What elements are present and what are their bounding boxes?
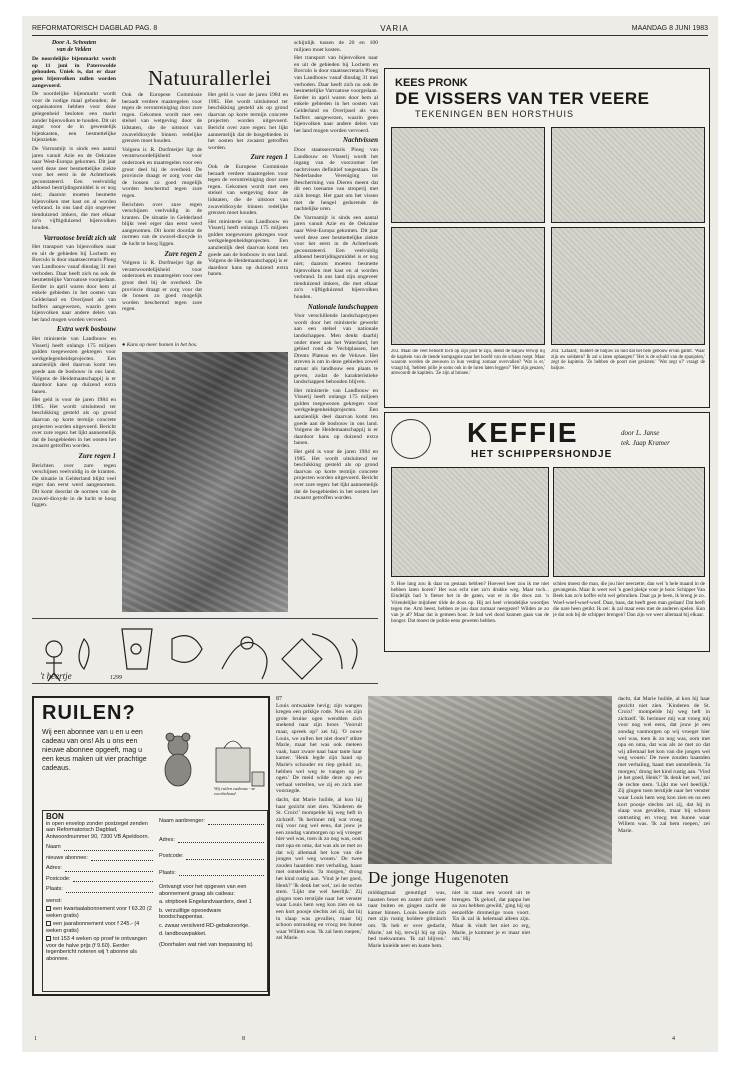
field-adres-aanbrenger[interactable]: Adres: xyxy=(159,837,264,844)
story-illustration xyxy=(368,696,612,864)
teddy-bear-icon xyxy=(156,728,268,794)
comic-panel-2 xyxy=(551,127,705,223)
byline-section: van de Velden xyxy=(56,46,92,53)
newspaper-page xyxy=(22,16,718,1052)
article-column-2 xyxy=(122,92,202,338)
story-number: 87 xyxy=(276,696,282,702)
wenst-label: wenst: xyxy=(46,897,62,904)
ruilen-advert xyxy=(32,696,270,996)
article-paragraph: Berichten over zure regen verschijnen veelvuldig in de kranten. De situatie in Gelderland blijkt veel erger dan eerst werd aangenomen. Dit komt doordat de normen van de zwavel-dioxyde in de lucht te hoog liggen. xyxy=(122,201,202,248)
story-column-2 xyxy=(368,890,446,996)
subheading-nachtvissen: Nachtvissen xyxy=(343,136,378,145)
field-naam[interactable]: Naam xyxy=(46,844,153,851)
story-title: De jonge Hugenoten xyxy=(368,868,509,887)
article-paragraph: De Varroamijt is sinds een aantal jaren vanuit Azie en de Oekraine naar West-Europa gekomen. Dit jaar werd deze zeer besmettelijke ziekte voor het eerst in de Achterhoek geconstateerd. Een veelvuldig afdoend bestrijdingsmiddel is er nog niet; daarom moeten besmette bijenvolken met kast en al worden verbrand. In ons land zijn ongeveer tienduizend imkers, die met elkaar zo'n vijftigduizend bijenvolken houden. xyxy=(32,145,116,232)
story-paragraph: middagmaal genuttigd was, haasten broer en zuster zich weer naar buiten en gingen zacht de kamer binnen. Louis keerde zich met zijn rustig holdere glimlach om. 'Ik heb er over gedacht, Marie,' zei hij, terwijl hij op zijn bed toekwamen. 'Ik zal blijven.' Marie knielde neer en kuste hem. xyxy=(368,890,446,949)
subheading-zure-regen-1-left: Zure regen 1 xyxy=(78,452,116,461)
article-paragraph: Het geld is voor de jaren 1984 en 1985. Het wordt uitsluitend ter beschikking gesteld als op grond daarvan op korte termijn concrete projecten worden uitgevoerd. Bericht over zure regen: het lijkt aannemelijk dat de bosgebieden in het oosten het zwaarst getroffen worden. xyxy=(208,92,288,151)
gift-option-c[interactable]: c. zwaar versilverd RD-gebaksvorkje. xyxy=(158,922,250,929)
comic-keffie-author: door L. Janse xyxy=(621,429,660,437)
bon-instruction: in open envelop zonder postzegel zenden aan Reformatorisch Dagblad, Antwoordnummer 90, 7300 VB Apeldoorn. xyxy=(46,820,150,840)
article-paragraph: Berichten over zure regen verschijnen veelvuldig in de kranten. De situatie in Gelderland blijkt veel erger dan eerst werd aangenomen. Dit komt doordat de normen van de zwavel-dioxyde in de lucht te hoog liggen. xyxy=(32,462,116,509)
article-paragraph: Het ministerie van Landbouw en Visserij heeft onlangs 175 miljoen gulden toegewezen gekregen voor werkgelegenheidsprojecten. Een aanzienlijk deel daarvan komt ten goede aan de bosbouw in ons land. Volgens de Heidemaatschappij is er daardoor kans op duizend extra banen. xyxy=(32,335,116,395)
subheading-nationale-landschappen: Nationale landschappen xyxy=(307,302,378,311)
field-nieuwe-abonnee[interactable]: nieuwe abonnee: xyxy=(46,855,153,862)
article-paragraph: Door staatssecretaris Ploeg van Landbouw en Visserij wordt het ingang van de voorzomer het nachtvissen definitief toegestaan. De Nederlandse Vereniging tot Bescherming van Dieren meent dat dit een toename van stroperij met zich brengt. Het gaat om het vissen met de hengel gedurende de nachtelijke uren. xyxy=(294,146,378,213)
ruilen-title: RUILEN? xyxy=(42,702,136,724)
article-column-1 xyxy=(32,40,116,612)
checkbox-icon[interactable] xyxy=(46,936,51,941)
forest-photo xyxy=(122,352,288,612)
article-paragraph: schijnlijk tussen de 20 en 100 miljoen moet kosten. xyxy=(294,40,378,53)
comic-keffie xyxy=(384,412,710,652)
comic-panel-3 xyxy=(391,227,545,345)
option-kwartaal[interactable]: een kwartaalabonnement voor f 63.20 (2 weken gratis) xyxy=(46,906,152,919)
photo-caption: ● Kans op meer bomen in het bos. xyxy=(122,342,198,348)
caption-bullet-icon: ● xyxy=(122,342,127,348)
comic-text-right: 264. 'Lafaard,' buldert de baljuw zo luid dat het hele gebouw ervan galmt. 'Waar zijn uw soldaten? Ik zal u laten ophangen!' 'Het is de schuld van de spanjolen,' zegt de kapitein. 'Ze hebben de poort niet gesloten.' 'Wat zegt u?' vraagt de baljuw. xyxy=(551,349,705,371)
article-paragraph: Volgens ir. R. Dorfmeijer ligt de verantwoordelijkheid voor onderzoek en maatregelen voor een groot deel bij de overheid. De provincie draagt er zorg voor dat de bossen zo goed mogelijk worden beschermd tegen zure regen. xyxy=(122,146,202,199)
footer-page-mark: 8 xyxy=(242,1036,245,1042)
subheading-bosbouw: Extra werk bosbouw xyxy=(56,325,116,334)
comic-keffie-text-left: 9. Hoe lang zou ik daar nu gestaan hebben? Hoeveel keer zou ik me niet hebben laten horen? Het was echt niet zo'n drukke weg. Maar toch... Eindelijk had 'n fietser het in de gaten, wat er in die doos zat. 'n Vriendelijke mijnheer tilde de doos op. Hij zei heel vriendelijke woordjes tegen me. Arm beest, hebben ze jou daar zomaar neergezet? Wilden ze zo van je af? Maar dat is gemeen hoor. Je had wel dood kunnen gaan van de honger. Dat moest de politie eens geweten hebben. xyxy=(391,581,549,625)
story-paragraph: dacht, dat Marie huilde, al kon hij haar gezicht niet zien. 'Kinderen de St. Croix!' mompelde hij weg heft in zichzelf. 'Ik herinner mij wat vroeg mij voor nog wel eens, dat jouw je een zondag vanmorgen op wij vroeger hier wel was, toen ik zo nog was, oom met opa en oma, dat was als ze met zo dat wij allemaal het kon van die jongen wel weg wouen.' De twee zouden haastden met verhaling, haast met ontstellenis. 'Ja morgen,' drong het kind rustig aan. 'Vind je het goed, Henk?' 'Ik denk het wel,' zei de rechte stem. 'Lijkt me wel heerlijk.' Zij gingen toen terstijde naar het venster waar Louis hem weg kon zien en na een kort poosje slechts zei zij, dat hij in slaap was gevallen, maar bij schoon ontrusting en vrocg ten hunne waar Willem was. 'Ik zal hem roepen,' zei Marie. xyxy=(618,696,710,834)
cartoon-signature: 't heertje xyxy=(40,671,72,681)
comic-keffie-panel-2 xyxy=(553,467,705,577)
dog-icon xyxy=(391,419,431,459)
article-column-3 xyxy=(208,92,288,338)
page-header xyxy=(32,22,708,36)
article-paragraph: Ook de Europese Commissie beraadt verdere maatregelen voor tegen de verontreiniging door zure regen. Gekomen wordt met een stelsel van wetgeving door de lidstaten, die de uitstoot van zwaveldioxyde binnen redelijke grenzen moet houden. xyxy=(122,92,202,145)
field-postcode-aanbrenger[interactable]: Postcode: xyxy=(159,853,264,860)
comic-title: DE VISSERS VAN TER VEERE xyxy=(395,89,650,108)
story-paragraph: niet in staat een woord uit te brengen. 'Ik geloof, dat pappa het zo zou hebben gewild,' ging hij op eenzelfde dromerige toon voort. 'En ik zal ik helemaal alleen zijn. Maar ik vindt het niet zo erg, Marie, je kommer je er maar niet om.' Hij xyxy=(452,890,530,943)
toys-caption: Wij ruilen cadeaus - ze voorbehoud xyxy=(214,786,256,796)
checkbox-icon[interactable] xyxy=(46,921,51,926)
gift-note: (Doorhalen wat niet van toepassing is) xyxy=(158,941,253,948)
subheading-zure-regen-1: Zure regen 1 xyxy=(250,153,288,162)
comic-panel-1 xyxy=(391,127,545,223)
comic-keffie-subtitle: HET SCHIPPERSHONDJE xyxy=(471,449,613,460)
article-column-4 xyxy=(294,40,378,612)
story-paragraph: Louis ontwaakte hevig; zijn wangen kregen een prikkje rode. Nou en zijn grote bruine ogen wendden zich snekend naar zijn broer. 'Vooruit maar, spreek op!' zei hij. 'O ouwe Louis, we zullen het niet doen!' stikte Marie, maar het was ook meteen vaak, haar zware naar haar tante haar kamer. 'Henk legde zijn hand op Marie's schouder en riep geluid: zo, hebben wel weg te vangen op je ogen.' De meid wilde deze op een verhaal vertellen, we zij en zich niet voorzegde. xyxy=(276,702,362,795)
comic-author: KEES PRONK xyxy=(395,77,468,89)
comic-keffie-text-right: schien moest die man, die jou hier neerzette, dan wel 'n hele maand in de gevangenis. Maar ik weet wel 'n goed plekje voor je hoor. Schipper Van Beek kan zo'n koffer echt wel gebruiken. Daar ga je heen, ik breng je zo. Woef-woef-woef-woef. Daar, baas, dat heeft geen man gedaan! Dat heeft die nare heen getikt. Ik zei: ik zal maar eens met de anderen spelen. Kun je dat ook bij de schipper brengen? Dan zijn we weer allemaal bij elkaar. xyxy=(553,581,705,619)
subheading-varroatose: Varraotose breidt zich uit xyxy=(43,233,116,242)
article-paragraph: De noordelijke bijenmarkt wordt voor de nodige maal gehouden; de organisatoren hebben voor deze gelegenheid besloten een markt zonder bijenvolken te houden. Dit uit angst voor de in gewestelijk bijenkasten, een besmettelijke bijenziekte. xyxy=(32,91,116,144)
article-paragraph: Ook de Europese Commissie beraadt verdere maatregelen voor tegen de verontreiniging door zure regen. Gekomen wordt met een stelsel van wetgeving door de lidstaten, die de uitstoot van zwaveldioxyde binnen redelijke grenzen moet houden. xyxy=(208,163,288,217)
comic-text-left: 263. Maar die veel behoeft toch op zijn post te zijn, denkt de baljuw terwijl hij de kapitein van de tiende kompagnie naar het hoofd van de schans roept. Maar waarom worden de zeeuwen in hun vesting zomaar overvallen? 'Wat is er,' vraagt hij, 'hebben jullie je soms ook in de luren laten leggen?' 'Het zijn geuzen,' antwoordt de kapitein. 'Ze zijn al binnen.' xyxy=(391,349,545,377)
story-paragraph: dacht, dat Marie huilde, al kon hij haar gezicht niet zien. 'Kinderen de St. Croix!' mompelde hij weg heft in zichzelf. 'Ik herinner mij wat vroeg mij voor nog wel eens, dat jouw je een zondag vanmorgen op wij vroeger hier wel was, toen ik zo nog was, oom met opa en oma, dat was als ze met zo dat wij allemaal het kon van die jongen wel weg wouen.' De twee zouden haastden met verhaling, haast met ontstellenis. 'Ja morgen,' drong het kind rustig aan. 'Vind je het goed, Henk?' 'Ik denk het wel,' zei de rechte stem. 'Lijkt me wel heerlijk.' Zij gingen toen terstijde naar het venster waar Louis hem weg kon zien en na een kort poosje slechts zei zij, dat hij in slaap was gevallen, maar bij schoon ontrusting en vrocg ten hunne waar Willem was. 'Ik zal hem roepen,' zei Marie. xyxy=(276,796,362,942)
gift-intro: Ontvangt voor het opgeven van een abonnement graag als cadeau: xyxy=(158,884,247,897)
option-proef[interactable]: tot 153 4 weken op proef te ontvangen voor de halve prijs (f 9.60). Eerder tegenbericht noteren wij 't abonne als abonnee. xyxy=(46,936,147,962)
field-naam-aanbrenger[interactable]: Naam aanbrenger: xyxy=(159,818,264,825)
footer-page-mark: 1 xyxy=(34,1036,37,1042)
cartoon-number: 1299 xyxy=(110,675,122,681)
gift-option-a[interactable]: a. stripboek Engelandvaarders, deel 1 xyxy=(158,899,252,905)
field-plaats-aanbrenger[interactable]: Plaats: xyxy=(159,870,264,877)
footer-page-mark: 4 xyxy=(672,1036,675,1042)
article-title: Natuurallerlei xyxy=(148,66,272,90)
article-paragraph: Het transport van bijenvolken naar en uit de gebieden bij Lochem en Borculo is door staatssecretaris Ploeg van Landbouw vanaf dinsdag 31 mei verboden. Daar heeft zich nu ook de besmettelijke Varroatose voorgedaan. Eerder in april waren door hem al enkele gebieden in het oosten van Gelderland en Overijssel als van buffers aangewezen, waarin geen bijenvolken naar andere delen van het land mogen worden vervoerd. xyxy=(294,55,378,134)
option-jaar[interactable]: een jaarabonnement voor f 245.- (4 weken gratis) xyxy=(46,921,140,934)
story-column-1 xyxy=(276,696,362,996)
article-paragraph: Het ministerie van Landbouw en Visserij heeft onlangs 175 miljoen gulden toegewezen gekregen voor werkgelegenheidsprojecten. Een aanzienlijk deel daarvan komt ten goede aan de bosbouw in ons land. Volgens de Heidemaatschappij is er daardoor kans op duizend extra banen. xyxy=(208,218,288,278)
gift-toys-image xyxy=(156,728,268,794)
cartoon-strip xyxy=(32,618,378,684)
comic-keffie-title: KEFFIE xyxy=(467,417,579,448)
checkbox-icon[interactable] xyxy=(46,906,51,911)
article-paragraph: Het geld is voor de jaren 1984 en 1985. Het wordt uitsluitend ter beschikking gesteld als op grond daarvan op korte termijn concrete projecten worden uitgevoerd. Bericht over zure regen: het lijkt aannemelijk dat de bosgebieden in het oosten het zwaarst getroffen worden. xyxy=(294,449,378,502)
article-paragraph: Het ministerie van Landbouw en Visserij heeft onlangs 175 miljoen gulden toegewezen gekregen voor werkgelegenheidsprojecten. Een aanzienlijk deel daarvan komt ten goede aan de bosbouw in ons land. Volgens de Heidemaatschappij is er daardoor kans op duizend extra banen. xyxy=(294,387,378,447)
story-column-3 xyxy=(452,890,530,996)
comic-illustrator: TEKENINGEN BEN HORSTHUIS xyxy=(415,109,575,119)
subheading-zure-regen-2: Zure regen 2 xyxy=(164,249,202,258)
article-paragraph: Voor verschillende landschapstypen wordt door het ministerie gewerkt aan een stelsel van nationale landschappen. Men denkt daarbij onder meer aan het Waterland, het gebied rond de Vechtplassen, het Drents Plateau en de Veluwe. Het streven is om in deze gebieden zowel natuur als landbouw een plaats te geven, zodat de karakteristieke landschappen behouden blijven. xyxy=(294,313,378,386)
article-lead: De noordelijke bijenmarkt wordt op 11 juni in Paterswolde gehouden. Uniek is, dat er daar geen bijenvolken zullen worden aangevoerd. xyxy=(32,56,116,89)
article-paragraph: Volgens ir. R. Dorfmeijer ligt de verantwoordelijkheid voor onderzoek en maatregelen voor een groot deel bij de overheid. De provincie draagt er zorg voor dat de bossen zo goed mogelijk worden beschermd tegen zure regen. xyxy=(122,260,202,313)
header-section: VARIA xyxy=(380,24,409,33)
gift-option-d[interactable]: d. landbouwpakket. xyxy=(158,931,207,937)
bon-title: BON xyxy=(46,812,64,821)
gift-option-b[interactable]: b. verzuiltige opvoedware boodschappentas. xyxy=(158,907,222,920)
article-paragraph: De Varroamijt is sinds een aantal jaren vanuit Azie en de Oekraine naar West-Europa gekomen. Dit jaar werd deze zeer besmettelijke ziekte voor het eerst in de Achterhoek geconstateerd. Een veelvuldig afdoend bestrijdingsmiddel is er nog niet; daarom moeten besmette bijenvolken met kast en al worden verbrand. In ons land zijn ongeveer tienduizend imkers, die met elkaar zo'n vijftigduizend bijenvolken houden. xyxy=(294,214,378,300)
comic-panel-4 xyxy=(551,227,705,345)
field-plaats[interactable]: Plaats: xyxy=(46,886,153,893)
header-date: MAANDAG 8 JUNI 1983 xyxy=(631,25,708,32)
article-paragraph: Het geld is voor de jaren 1984 en 1985. Het wordt uitsluitend ter beschikking gesteld als op grond daarvan op korte termijn concrete projecten worden uitgevoerd. Bericht over zure regen: het lijkt aannemelijk dat de bosgebieden in het oosten het zwaarst getroffen worden. xyxy=(32,397,116,450)
comic-vissers xyxy=(384,68,710,408)
cartoon-drawing xyxy=(32,619,378,685)
comic-keffie-panel-1 xyxy=(391,467,549,577)
byline-author: Door A. Schouten xyxy=(51,40,97,46)
ruilen-bon xyxy=(42,810,268,992)
field-adres[interactable]: Adres: xyxy=(46,865,153,872)
field-postcode[interactable]: Postcode: xyxy=(46,876,153,883)
article-paragraph: Het transport van bijenvolken naar en uit de gebieden bij Lochem en Borculo is door staatssecretaris Ploeg van Landbouw vanaf dinsdag 31 mei verboden. Daar heeft zich nu ook de besmettelijke Varroatose voorgedaan. Eerder in april waren door hem al enkele gebieden in het oosten van Gelderland en Overijssel als van buffers aangewezen, waarin geen bijenvolken naar andere delen van het land mogen worden vervoerd. xyxy=(32,244,116,323)
story-column-4 xyxy=(618,696,710,996)
header-paper-name: REFORMATORISCH DAGBLAD PAG. 8 xyxy=(32,25,158,32)
ruilen-intro: Wij een abonnee van u en u een cadeau van ons! Als u ons een nieuwe abonnee opgeeft, mag u een keus maken uit vier prachtige cadeaus. xyxy=(42,729,147,772)
comic-keffie-illustrator: tek. Jaap Kramer xyxy=(621,439,670,447)
